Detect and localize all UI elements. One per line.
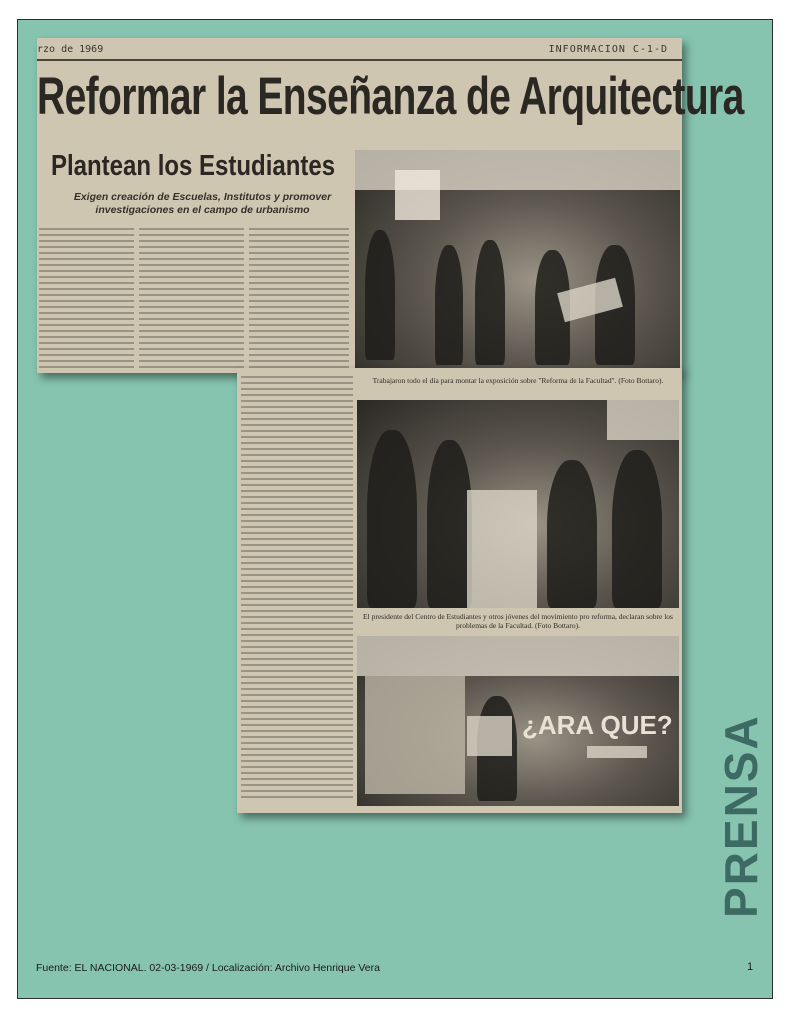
clipping-subhead: Plantean los Estudiantes: [51, 150, 336, 183]
article-text-column: [39, 228, 134, 368]
newspaper-clipping: [37, 38, 744, 813]
section-side-label: PRENSA: [715, 714, 767, 918]
article-text-column: [139, 228, 244, 368]
clipping-dateline: rzo de 1969: [37, 44, 104, 55]
clipping-section-label: INFORMACION C-1-D: [548, 44, 668, 55]
clipping-deck: Exigen creación de Escuelas, Institutos y promover investigaciones en el campo de urbanismo: [73, 191, 332, 216]
students-photo: [357, 400, 679, 608]
source-caption: Fuente: EL NACIONAL. 02-03-1969 / Localización: Archivo Henrique Vera: [36, 962, 380, 974]
banner-photo: [357, 636, 679, 806]
page-number: 1: [747, 961, 754, 973]
photo-caption: Trabajaron todo el día para montar la exposición sobre "Reforma de la Facultad". (Foto Bottaro).: [372, 376, 664, 385]
banner-text: ¿ARA QUE?: [522, 710, 673, 740]
article-text-column: [249, 228, 349, 368]
header-rule: [37, 59, 682, 61]
article-text-column: [241, 376, 353, 802]
exhibition-photo: [355, 150, 680, 368]
clipping-headline: Reformar la Enseñanza de Arquitectura: [37, 68, 744, 127]
clipping-top-section: [37, 38, 744, 373]
photo-caption: El presidente del Centro de Estudiantes y otros jóvenes del movimiento pro reforma, declaran sobre los problemas de la Facultad. (Foto Bottaro).: [363, 612, 673, 630]
clipping-bottom-section: [237, 368, 682, 813]
